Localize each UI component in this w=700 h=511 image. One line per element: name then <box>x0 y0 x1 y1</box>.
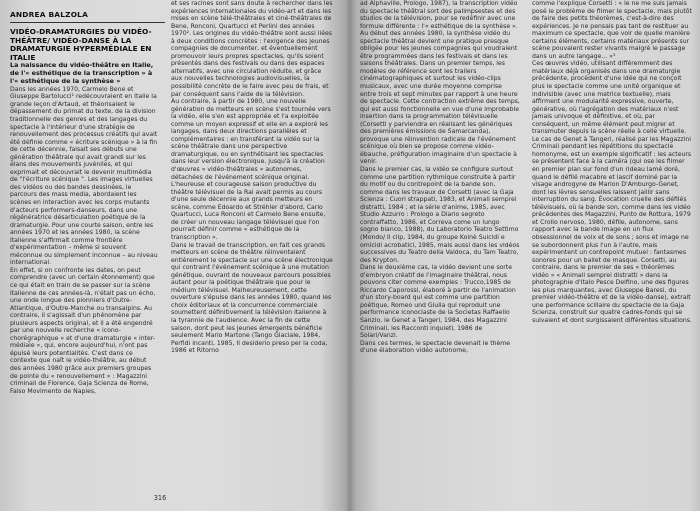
paragraph: Dans le premier cas, la vidéo se configure surtout comme une partition rythmique construite à partir du motif ou du contrepoint de la bande son, comme dans les travaux de Corsetti (avec la Gaja Scienza : Cuori strappati, 1983, et Animali semprei distratti, 1984 ; et la série d'anime, 1985, avec Studio Azzurro : Prologo a Diario segreto contraffatto, 1986, et Correva come un lungo sogno bianco, 1988), du Laboratorio Teatro Settimo (Mondo/ Il clip, 1984, du groupe Koinè Suicidi e omicidi acrobatici, 1985, mais aussi dans les vidéos successives du Teatro della Valdoca, du Tam Teatro, des Krypton. <box>360 166 520 264</box>
paragraph: Au contraire, à partir de 1980, une nouvelle génération de metteurs en scène s'est tournée vers la vidéo, elle s'en est appropriée et l'a exploitée comme un moyen expressif et elle en a exploré les langages, dans deux directions parallèles et complémentaires : en transférant la vidéo sur la scène théâtrale dans une perspective dramaturgique, ou en synthétisant les spectacles dans leur version électronique, jusqu'à la création d'œuvres « vidéo-théâtrales » autonomes, détachées de l'événement scénique original. L'heureuse et courageuse saison productive du théâtre télévisuel de la Rai avait permis au cours d'une seule décennie aux grands metteurs en scène, comme Edoardo et Stréhler d'abord, Carlo Quartucci, Luca Ronconi et Carmelo Bene ensuite, de créer un nouveau langage télévisuel que l'on pourrait définir comme « esthétique de la transcription ». <box>171 98 331 241</box>
left-column-2 <box>171 0 333 355</box>
header-rule <box>10 22 165 23</box>
paragraph: En effet, si on confronte les dates, on peut comprendre (avec un certain étonnement) que ce qui était en train de se passer sur la scène italienne de ces années-là, n'était pas un écho, une onde longue des pionniers d'Outre-Atlantique, d'Outre-Manche ou transalpins. Au contraire, il s'agissait d'un phénomène par plusieurs aspects original, et il a été engendré par une nouvelle recherche « icono-chorégraphique » et d'une dramaturgie « inter-médiale », qui, encore aujourd'hui, n'ont pas épuisé leurs potentialités. C'est dans ce contexte que naît le vidéo-théâtre, au début des années 1980 grâce aux premiers groupes de pointe du « renouvellement » : Magazzini criminali de Florence, Gaja Scienza de Rome, Falso Movimento de Naples, <box>10 266 156 395</box>
section-subheading: La naissance du vidéo-théâtre en Italie, de l'« esthétique de la transcription » à l'« esthétique de la synthèse » <box>10 61 154 85</box>
left-page <box>0 0 345 511</box>
paragraph: Dans le deuxième cas, la vidéo devient une sorte d'embryon créatif de l'imaginaire théâtral, nous pouvons citer comme exemples : Trucco,1985 de Riccardo Caporossi, élaboré à partir de l'animation d'un story-board qui est comme une partition poétique, Romeo und Giulia qui reproduit une performance iconoclaste de la Societas Raffaello Sanzio, le Genet a Tangeri, 1984, des Magazzini Criminali, les Racconti inquieti, 1986 de Solari/Vanzi. <box>360 264 516 340</box>
page-number: 316 <box>153 494 167 502</box>
paragraph: ad Alphaville, Prologo, 1987), la transcription vidéo du spectacle théâtral sort des palimpsestes et des studios de la télévision, pour se redéfinir avec une formule différente : l'« esthétique de la synthèse ». <box>360 0 518 30</box>
paragraph: Dans ces termes, le spectacle devenait le thème d'une élaboration vidéo autonome, <box>360 339 511 355</box>
paragraph: Ces œuvres vidéo, utilisant différemment des matériaux déjà organisés dans une dramaturgie précédente, procèdent d'une idée qui ne conçoit plus le spectacle comme une unité organique et indivisible (avec une matrice textuelle), mais affirment une modularité expressive, ouverte, générative, où l'agrégation des matériaux n'est jamais univoque et définitive, et où, par conséquent, un même élément peut migrer et transmuter depuis la scène réelle à celle virtuelle. <box>532 60 687 136</box>
left-column-1 <box>10 28 158 395</box>
paragraph: Dans les années 1970, Carmelo Bene et Giuseppe Bartolucci¹ redécouvraient en Italie la grande leçon d'Artaud, et théorisaient le dépassement du primat du texte, de la division traditionnelle des genres et des langages du spectacle à l'intérieur d'une stratégie de renouvellement des processus créatifs qui avait été définie comme « écriture scénique » à la fin de cette décennie, faisait ses débuts une génération théâtrale qui avait grandi sur les élans des mouvements juvéniles, et qui exprimait et découvrait le devenir multimédia de "l'écriture scénique ". Les images virtuelles des vidéos ou des bandes dessinées, le parcours des mass media, abordaient les scènes en interaction avec les corps mutants d'acteurs performers-danseurs, dans une régénératrice désarticulation poétique de la dramaturgie. Pour une courte saison, entre les années 1970 et les années 1980, la scène italienne s'affirmait comme frontière d'expérimentation – même si souvent méconnue ou simplement inconnue – au niveau international. <box>10 85 158 267</box>
right-page <box>352 0 700 511</box>
right-column-1 <box>360 0 520 355</box>
paragraph: comme l'explique Corsetti : « le ne me suis jamais posé le problème de filmer le spectacle, mais plutôt de faire des petits théorèmes, c'est-à-dire des expériences. Je ne pensais pas tant de restituer au maximum ce spectacle, que voir de quelle manière certains éléments, certains matériaux présents sur scène pouvaient rester vivants malgré le passage dans un autre langage... »³ <box>532 0 692 60</box>
paragraph: et ses racines sont sans doute à rechercher dans les expériences internationales du vidéo-art et dans les mises en scène télé-théâtrales et ciné-théâtrales de Bene, Ronconi, Quartucci et Perlini des années 1970². Les origines du vidéo-théâtre sont aussi liées à deux conditions concrètes : l'exigence des jeunes compagnies de documenter, et éventuellement promouvoir leurs propres spectacles, qu'ils soient présentés dans des festivals ou dans des espaces alternatifs, avec une circulation réduite, et grâce aux nouvelles technologies audiovisuelles, la possibilité concrète de le faire avec peu de frais, et par conséquent sans l'aide de la télévision. <box>171 0 333 98</box>
paragraph: Le cas de Genet à Tangeri, réalisé par les Magazzini Criminali pendant les répétitions du spectacle homonyme, est un exemple significatif : les acteurs se présentent face à la caméra (qui ose les filmer en premier plan sur fond d'un rideau lamé doré, quand le défilé macabre et lascif dominé par la visage androgyne de Marion D'Amburgo-Genet, dont les lèvres sensuelles laissent jaillir sans interruption du sang. Évocation cruelle des défilés télévisuels, où la bande son, comme dans les vidéo précédentes des Magazzini, Punto de Rottura, 1979 et Crollo nervoso, 1980, défile, autonome, sans rapport avec la bande image en un flux obsessionnel de voix et de sons ; sons et image ne se subordonnent plus l'un à l'autre, mais expérimentent un contrepoint mutuel : fantasmes sonores pour un ballet de masque. Corsetti, au contraire, dans le premier de ses « théorèmes vidéo » « Animali semprei distratti » dans la photographie d'Italo Pesce Delfino, une des figures les plus marquantes, avec Giuseppe Baresi, du premier vidéo-théâtre et de la vidéo-danse), extrait une performance scillaire du spectacle de la Gaja Scienza, construit sur quatre cadres-fonds qui se suivaient et dont surgissaient différentes situations. <box>532 135 692 324</box>
article-title: VIDÉO-DRAMATURGIES DU VIDÉO-THÉÂTRE/ VIDÉO-DANSE À LA DRAMATURGIE HYPERMÉDIALE EN ITALIE <box>10 27 152 62</box>
right-column-2 <box>532 0 692 325</box>
running-head-author: ANDREA BALZOLA <box>10 10 89 19</box>
paragraph: Au début des années 1980, la synthèse vidéo du spectacle théâtral devient une pratique presque obligée pour les jeunes compagnies qui voudraient être programmées dans les festivals et dans les saisons théâtrales. Dans un premier temps, les modèles de référence sont les trailers cinématographiques et surtout les vidéo-clips musicaux, avec une durée moyenne comprise entre trois et sept minutes par rapport à une heure de spectacle. Cette contraction extrême des temps, qui est aussi fonctionnelle en vue d'une improbable insertion dans la programmation télévisuelle (Corsetti y parviendra en réalisant les génériques des premières émissions de Samarcanda), provoque une réinvention radicale de l'événement scénique où bien se propose comme vidéo-ébauche, préfiguration imaginaire d'un spectacle à venir. <box>360 30 520 166</box>
paragraph: Dans le travail de transcription, en fait ces grands metteurs en scène de théâtre réinventaient entièrement le spectacle sur une scène électronique qui contraint l'événement scénique à une mutation génétique, ouvrant de nouveaux parcours possibles autant pour la poétique théâtrale que pour le médium télévisuel. Malheureusement, cette ouverture s'épuise dans les années 1980, quand les choix éditoriaux et la concurrence commerciale soumettent définitivement la télévision italienne à la tyrannie de l'audience. Avec la fin de cette saison, dont peut les jeunes émergents bénéficie seulement Mario Martone (Tango Glaciale, 1984, Perfidi incanti, 1985, Il desiderio preso per la coda, 1986 et Ritorno <box>171 241 333 355</box>
